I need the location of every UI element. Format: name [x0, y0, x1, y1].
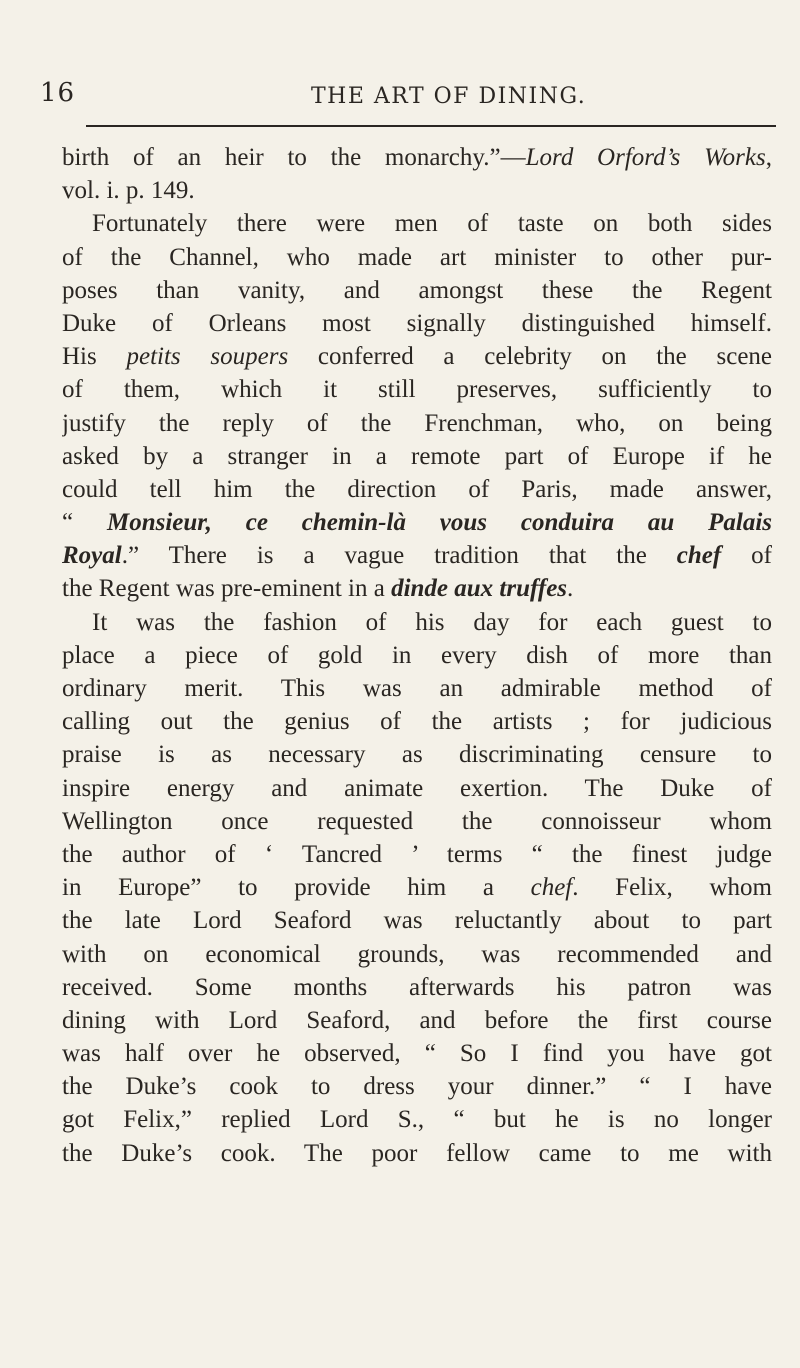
- text-line: the author of ‘ Tancred ’ terms “ the finest judge: [62, 840, 772, 868]
- running-title: THE ART OF DINING.: [311, 84, 587, 109]
- text-line: Royal.” There is a vague tradition that the chef of: [62, 542, 772, 570]
- header-rule: [86, 125, 776, 127]
- text-line: with on economical grounds, was recommended and: [62, 940, 772, 968]
- text-line: asked by a stranger in a remote part of Europe if he: [62, 442, 772, 470]
- text-line: of them, which it still preserves, sufficiently to: [62, 376, 772, 404]
- page-header: [0, 70, 800, 110]
- text-line: could tell him the direction of Paris, made answer,: [62, 475, 772, 503]
- paragraph-start: Fortunately there were men of taste on both sides: [92, 210, 772, 238]
- text-line: His petits soupers conferred a celebrity on the scene: [62, 343, 772, 371]
- text-line: Duke of Orleans most signally distinguished himself.: [62, 309, 772, 337]
- text-line: birth of an heir to the monarchy.”—Lord Orford’s Works,: [62, 144, 772, 171]
- text-line: dining with Lord Seaford, and before the first course: [62, 1006, 772, 1034]
- text-line: was half over he observed, “ So I find you have got: [62, 1040, 772, 1068]
- text-line: Wellington once requested the connoisseur whom: [62, 807, 772, 835]
- text-line: calling out the genius of the artists ; for judicious: [62, 708, 772, 736]
- text-line: the Duke’s cook to dress your dinner.” “ I have: [62, 1073, 772, 1101]
- text-line: of the Channel, who made art minister to other pur-: [62, 243, 772, 271]
- text-line: justify the reply of the Frenchman, who, on being: [62, 409, 772, 437]
- text-line: in Europe” to provide him a chef. Felix, whom: [62, 874, 772, 902]
- text-line: praise is as necessary as discriminating censure to: [62, 741, 772, 769]
- text-line: inspire energy and animate exertion. The Duke of: [62, 774, 772, 802]
- text-line: received. Some months afterwards his patron was: [62, 973, 772, 1001]
- text-line: vol. i. p. 149.: [62, 177, 195, 205]
- text-line: the Regent was pre-eminent in a dinde aux truffes.: [62, 575, 574, 603]
- text-line: poses than vanity, and amongst these the Regent: [62, 276, 772, 304]
- body-text: [62, 141, 772, 1170]
- text-line: “ Monsieur, ce chemin-là vous conduira au Palais: [62, 509, 772, 537]
- text-line: the Duke’s cook. The poor fellow came to me with: [62, 1139, 772, 1167]
- text-line: ordinary merit. This was an admirable method of: [62, 675, 772, 702]
- page-number: 16: [40, 78, 76, 108]
- text-line: the late Lord Seaford was reluctantly about to part: [62, 907, 772, 935]
- paragraph-start: It was the fashion of his day for each guest to: [92, 608, 772, 636]
- text-line: got Felix,” replied Lord S., “ but he is no longer: [62, 1106, 772, 1134]
- text-line: place a piece of gold in every dish of more than: [62, 641, 772, 669]
